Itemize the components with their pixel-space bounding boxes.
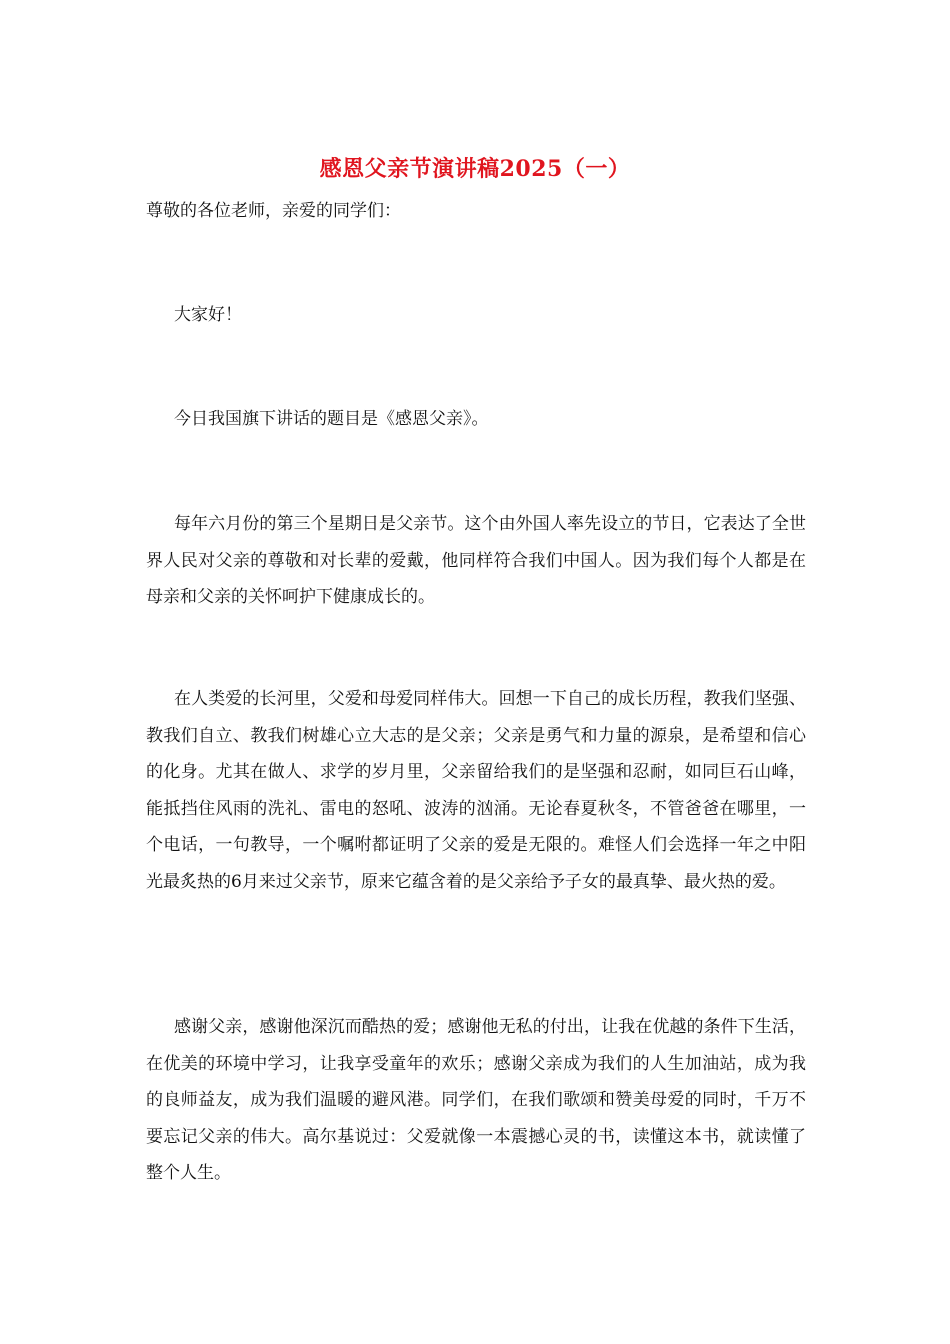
paragraph-thanks: 感谢父亲，感谢他深沉而酷热的爱；感谢他无私的付出，让我在优越的条件下生活，在优美的环境中学习，让我享受童年的欢乐；感谢父亲成为我们的人生加油站，成为我的良师益友，成为我们温暖的避风港。同学们，在我们歌颂和赞美母爱的同时，千万不要忘记父亲的伟大。高尔基说过：父爱就像一本震撼心灵的书，读懂这本书，就读懂了整个人生。: [146, 1017, 806, 1183]
paragraph-fathers-day: 每年六月份的第三个星期日是父亲节。这个由外国人率先设立的节日，它表达了全世界人民对父亲的尊敬和对长辈的爱戴，他同样符合我们中国人。因为我们每个人都是在母亲和父亲的关怀呵护下健康成长的。: [146, 514, 806, 607]
paragraph-greeting: 大家好！: [174, 305, 242, 325]
paragraph-topic: 今日我国旗下讲话的题目是《感恩父亲》。: [174, 409, 489, 429]
salutation: 尊敬的各位老师，亲爱的同学们：: [146, 201, 401, 221]
document-title: 感恩父亲节演讲稿2025（一）: [319, 156, 631, 182]
paragraph-father-love: 在人类爱的长河里，父爱和母爱同样伟大。回想一下自己的成长历程，教我们坚强、教我们自立、教我们树雄心立大志的是父亲；父亲是勇气和力量的源泉，是希望和信心的化身。尤其在做人、求学的岁月里，父亲留给我们的是坚强和忍耐，如同巨石山峰，能抵挡住风雨的洗礼、雷电的怒吼、波涛的汹涌。无论春夏秋冬，不管爸爸在哪里，一个电话，一句教导，一个嘱咐都证明了父亲的爱是无限的。难怪人们会选择一年之中阳光最炙热的6月来过父亲节，原来它蕴含着的是父亲给予子女的最真挚、最火热的爱。: [146, 689, 806, 892]
